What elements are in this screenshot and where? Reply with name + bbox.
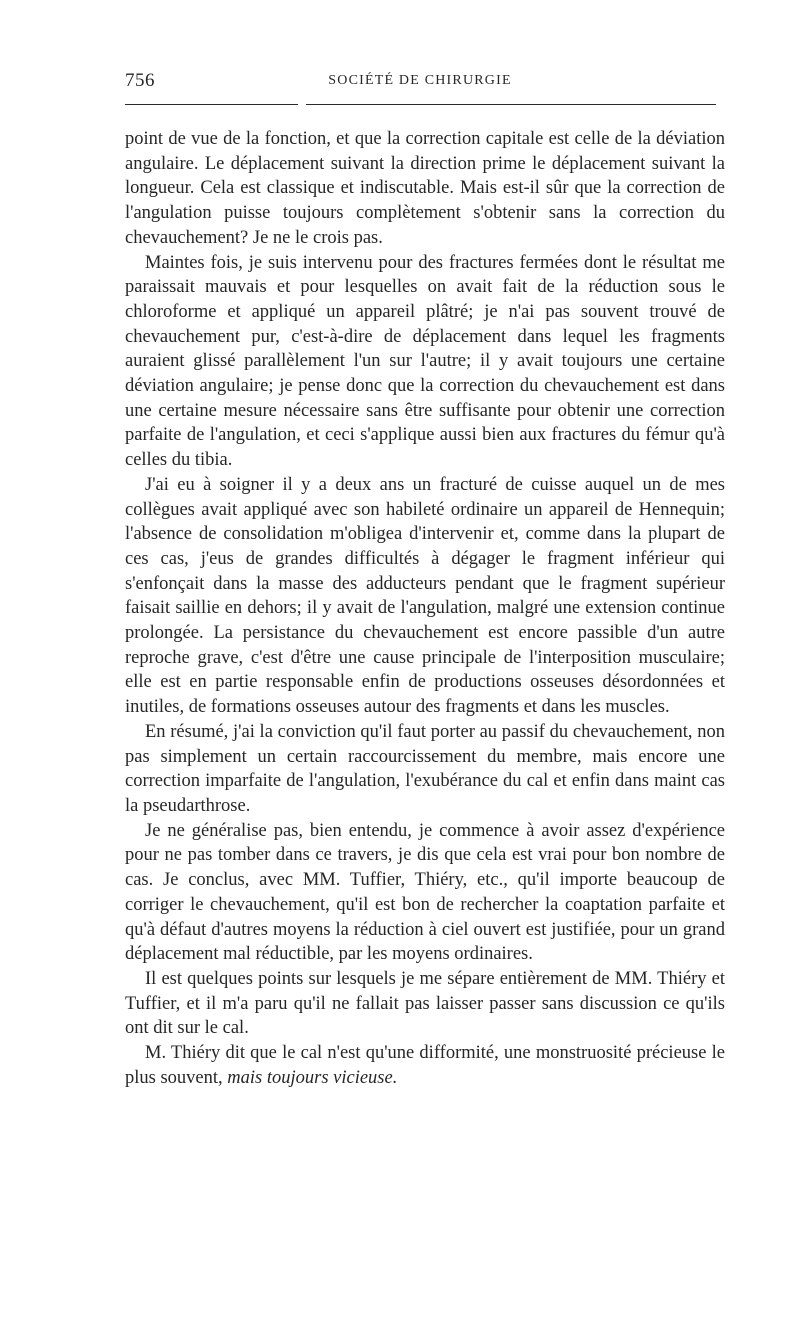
paragraph-3: J'ai eu à soigner il y a deux ans un fracturé de cuisse auquel un de mes collègues avait appliqué avec son habileté ordinaire un appareil de Hennequin; l'absence de consolidation m'obligea d'intervenir et, comme dans la plupart de ces cas, j'eus de grandes difficultés à dégager le fragment inférieur qui s'enfonçait dans la masse des adducteurs pendant que le fragment supérieur faisait saillie en dehors; il y avait de l'angulation, malgré une extension continue prolongée. La persistance du chevauchement est encore passible d'un autre reproche grave, c'est d'être une cause principale de l'interposition musculaire; elle est en partie responsable enfin de productions osseuses désordonnées et inutiles, de formations osseuses autour des fragments et dans les muscles.: [125, 474, 725, 718]
paragraph-7: [125, 1041, 725, 1090]
paragraph-6: Il est quelques points sur lesquels je me sépare entièrement de MM. Thiéry et Tuffier, et il m'a paru qu'il ne fallait pas laisser passer sans discussion ce qu'ils ont dit sur le cal.: [125, 968, 725, 1039]
paragraph-1: point de vue de la fonction, et que la correction capitale est celle de la déviation angulaire. Le déplacement suivant la direction prime le déplacement suivant la longueur. Cela est classique et indiscutable. Mais est-il sûr que la correction de l'angulation puisse toujours complètement s'obtenir sans la correction du chevauchement? Je ne le crois pas.: [125, 129, 725, 248]
paragraph-7-italic: mais toujours vicieuse.: [227, 1067, 398, 1088]
paragraph-2: Maintes fois, je suis intervenu pour des fractures fermées dont le résultat me paraissait mauvais et pour lesquelles on avait fait de la réduction sous le chloroforme et appliqué un appareil plâtré; je n'ai pas souvent trouvé de chevauchement pur, c'est-à-dire de déplacement dans lequel les fragments auraient glissé parallèlement l'un sur l'autre; il y avait toujours une certaine déviation angulaire; je pense donc que la correction du chevauchement est dans une certaine mesure nécessaire sans être suffisante pour obtenir une correction parfaite de l'angulation, et ceci s'applique aussi bien aux fractures du fémur qu'à celles du tibia.: [125, 252, 725, 471]
running-title: SOCIÉTÉ DE CHIRURGIE: [328, 73, 512, 88]
header-rule-right: [306, 104, 716, 105]
body-text: [125, 127, 725, 1090]
page-number: 756: [125, 70, 155, 91]
paragraph-7-text: M. Thiéry dit que le cal n'est qu'une difformité, une monstruosité précieuse le plus souvent,: [125, 1043, 725, 1088]
header-rule-left: [125, 104, 298, 105]
paragraph-4: En résumé, j'ai la conviction qu'il faut porter au passif du chevauchement, non pas simplement un certain raccourcissement du membre, mais encore une correction imparfaite de l'angulation, l'exubérance du cal et enfin dans maint cas la pseudarthrose.: [125, 721, 725, 816]
paragraph-5: Je ne généralise pas, bien entendu, je commence à avoir assez d'expérience pour ne pas tomber dans ce travers, je dis que cela est vrai pour bon nombre de cas. Je conclus, avec MM. Tuffier, Thiéry, etc., qu'il importe beaucoup de corriger le chevauchement, qu'il est bon de rechercher la coaptation parfaite et qu'à défaut d'autres moyens la réduction à ciel ouvert est justifiée, pour un grand déplacement mal réductible, par les moyens ordinaires.: [125, 820, 725, 965]
